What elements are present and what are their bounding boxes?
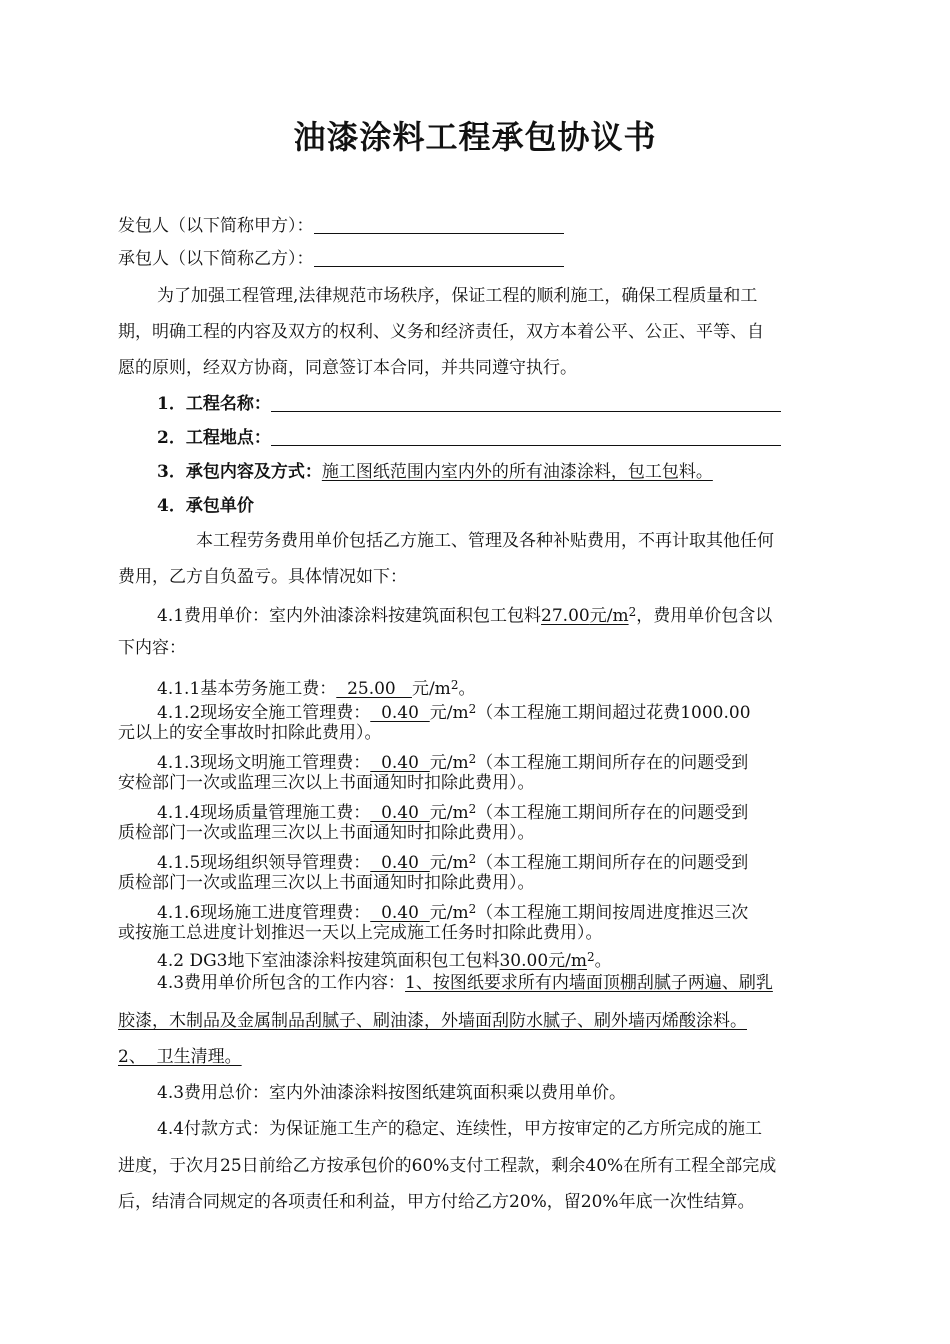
scope-line	[157, 461, 713, 483]
clause-4-1-1-text: 4.1.1基本劳务施工费：	[157, 679, 337, 699]
clause-4-3-work	[157, 972, 773, 994]
project-name-line	[157, 393, 781, 415]
clause-4-1-4-sup: 2	[468, 802, 477, 816]
clause-4-1-text: 4.1费用单价：室内外油漆涂料按建筑面积包工包料	[157, 606, 542, 626]
party-a-blank[interactable]	[314, 216, 564, 234]
clause-4-1-5-line2: 质检部门一次或监理三次以上书面通知时扣除此费用）。	[118, 873, 535, 893]
clause-4-1-price: 27.00	[541, 606, 590, 626]
clause-4-1-6-post: （本工程施工期间按周进度推迟三次	[476, 903, 749, 923]
clause-4-1-4-unit: 元/m	[429, 803, 469, 823]
clause-4-1-3-post: （本工程施工期间所存在的问题受到	[476, 753, 749, 773]
clause-4-1-6-unit: 元/m	[429, 903, 469, 923]
clause-4-2-post: 。	[594, 951, 612, 971]
project-name-blank[interactable]	[271, 394, 781, 412]
clause-4-2-unit: 元/m	[548, 951, 587, 971]
clause-4-1-5	[157, 848, 748, 874]
project-location-label: 2．工程地点：	[157, 428, 271, 448]
document-title: 油漆涂料工程承包协议书	[293, 118, 657, 156]
clause-4-1-post: ，费用单价包含以	[636, 606, 773, 626]
clause-4-1-5-post: （本工程施工期间所存在的问题受到	[476, 853, 749, 873]
project-name-label: 1．工程名称：	[157, 394, 271, 414]
clause-4-4-line2: 进度，于次月25日前给乙方按承包价的60%支付工程款，剩余40%在所有工程全部完成	[118, 1156, 777, 1176]
clause-4-1-1	[157, 674, 475, 700]
unit-price-intro-2: 费用，乙方自负盈亏。具体情况如下：	[118, 567, 407, 587]
clause-4-1-2-text: 4.1.2现场安全施工管理费：	[157, 703, 371, 723]
clause-4-1-2	[157, 698, 751, 724]
clause-4-1-2-line2: 元以上的安全事故时扣除此费用）。	[118, 723, 382, 743]
clause-4-1-4	[157, 798, 748, 824]
clause-4-3-total: 4.3费用总价：室内外油漆涂料按图纸建筑面积乘以费用单价。	[157, 1083, 627, 1103]
clause-4-1-3-price: 0.40	[370, 753, 430, 773]
clause-4-4-line1: 4.4付款方式：为保证施工生产的稳定、连续性，甲方按审定的乙方所完成的施工	[157, 1119, 763, 1139]
clause-4-1-3-text: 4.1.3现场文明施工管理费：	[157, 753, 371, 773]
clause-4-1-sup: 2	[628, 605, 637, 619]
preamble-line-2: 期，明确工程的内容及双方的权利、义务和经济责任，双方本着公平、公正、平等、自	[118, 322, 764, 342]
clause-4-1-5-unit: 元/m	[429, 853, 469, 873]
clause-4-1-1-sup: 2	[450, 678, 459, 692]
clause-4-1-6-text: 4.1.6现场施工进度管理费：	[157, 903, 371, 923]
clause-4-1-unit: 元/m	[589, 606, 629, 626]
clause-4-1-5-sup: 2	[468, 852, 477, 866]
clause-4-1-3-unit: 元/m	[429, 753, 469, 773]
clause-4-2-price: 30.00	[499, 951, 549, 971]
unit-price-heading: 4．承包单价	[157, 496, 254, 516]
clause-4-1-2-unit: 元/m	[429, 703, 469, 723]
project-location-blank[interactable]	[271, 428, 781, 446]
clause-4-1-6-sup: 2	[468, 902, 477, 916]
clause-4-1-4-text: 4.1.4现场质量管理施工费：	[157, 803, 371, 823]
party-a-line	[118, 215, 564, 237]
clause-4-1-6	[157, 898, 748, 924]
clause-4-1-2-post: （本工程施工期间超过花费1000.00	[476, 703, 751, 723]
unit-price-intro-1: 本工程劳务费用单价包括乙方施工、管理及各种补贴费用，不再计取其他任何	[196, 531, 774, 551]
clause-4-1-2-sup: 2	[468, 702, 477, 716]
clause-4-1	[157, 601, 772, 627]
clause-4-3-work-text: 4.3费用单价所包含的工作内容：	[157, 973, 406, 993]
clause-4-1-4-line2: 质检部门一次或监理三次以上书面通知时扣除此费用）。	[118, 823, 535, 843]
clause-4-3-work-line3: 2、 卫生清理。	[118, 1047, 242, 1067]
clause-4-1-6-price: 0.40	[370, 903, 430, 923]
preamble-line-1: 为了加强工程管理,法律规范市场秩序，保证工程的顺利施工，确保工程质量和工	[157, 286, 758, 306]
party-b-blank[interactable]	[314, 249, 564, 267]
scope-value: 施工图纸范围内室内外的所有油漆涂料，包工包料。	[321, 462, 713, 482]
clause-4-1-1-price: 25.00	[336, 679, 412, 699]
clause-4-2	[157, 946, 612, 972]
clause-4-1-5-price: 0.40	[370, 853, 430, 873]
clause-4-3-work-item-1a: 1、按图纸要求所有内墙面顶棚刮腻子两遍、刷乳	[405, 973, 773, 993]
party-b-label: 承包人（以下简称乙方）：	[118, 249, 314, 269]
party-b-line	[118, 248, 564, 270]
clause-4-2-text: 4.2 DG3地下室油漆涂料按建筑面积包工包料	[157, 951, 500, 971]
project-location-line	[157, 427, 781, 449]
clause-4-2-sup: 2	[587, 950, 595, 964]
clause-4-1-5-text: 4.1.5现场组织领导管理费：	[157, 853, 371, 873]
clause-4-1-3-line2: 安检部门一次或监理三次以上书面通知时扣除此费用）。	[118, 773, 535, 793]
clause-4-1-3-sup: 2	[468, 752, 477, 766]
clause-4-1-1-post: 。	[458, 679, 476, 699]
clause-4-1-4-price: 0.40	[370, 803, 430, 823]
clause-4-1-3	[157, 748, 748, 774]
clause-4-3-work-line2: 胶漆，木制品及金属制品刮腻子、刷油漆，外墙面刮防水腻子、刷外墙丙烯酸涂料。	[118, 1011, 747, 1031]
preamble-line-3: 愿的原则，经双方协商，同意签订本合同，并共同遵守执行。	[118, 358, 577, 378]
party-a-label: 发包人（以下简称甲方）：	[118, 216, 314, 236]
clause-4-4-line3: 后，结清合同规定的各项责任和利益，甲方付给乙方20%，留20%年底一次性结算。	[118, 1192, 755, 1212]
scope-label: 3．承包内容及方式：	[157, 462, 322, 482]
clause-4-1-6-line2: 或按施工总进度计划推迟一天以上完成施工任务时扣除此费用）。	[118, 923, 603, 943]
clause-4-1-1-unit: 元/m	[411, 679, 451, 699]
clause-4-1-2-price: 0.40	[370, 703, 430, 723]
clause-4-1-4-post: （本工程施工期间所存在的问题受到	[476, 803, 749, 823]
clause-4-1-line2: 下内容：	[118, 638, 186, 658]
